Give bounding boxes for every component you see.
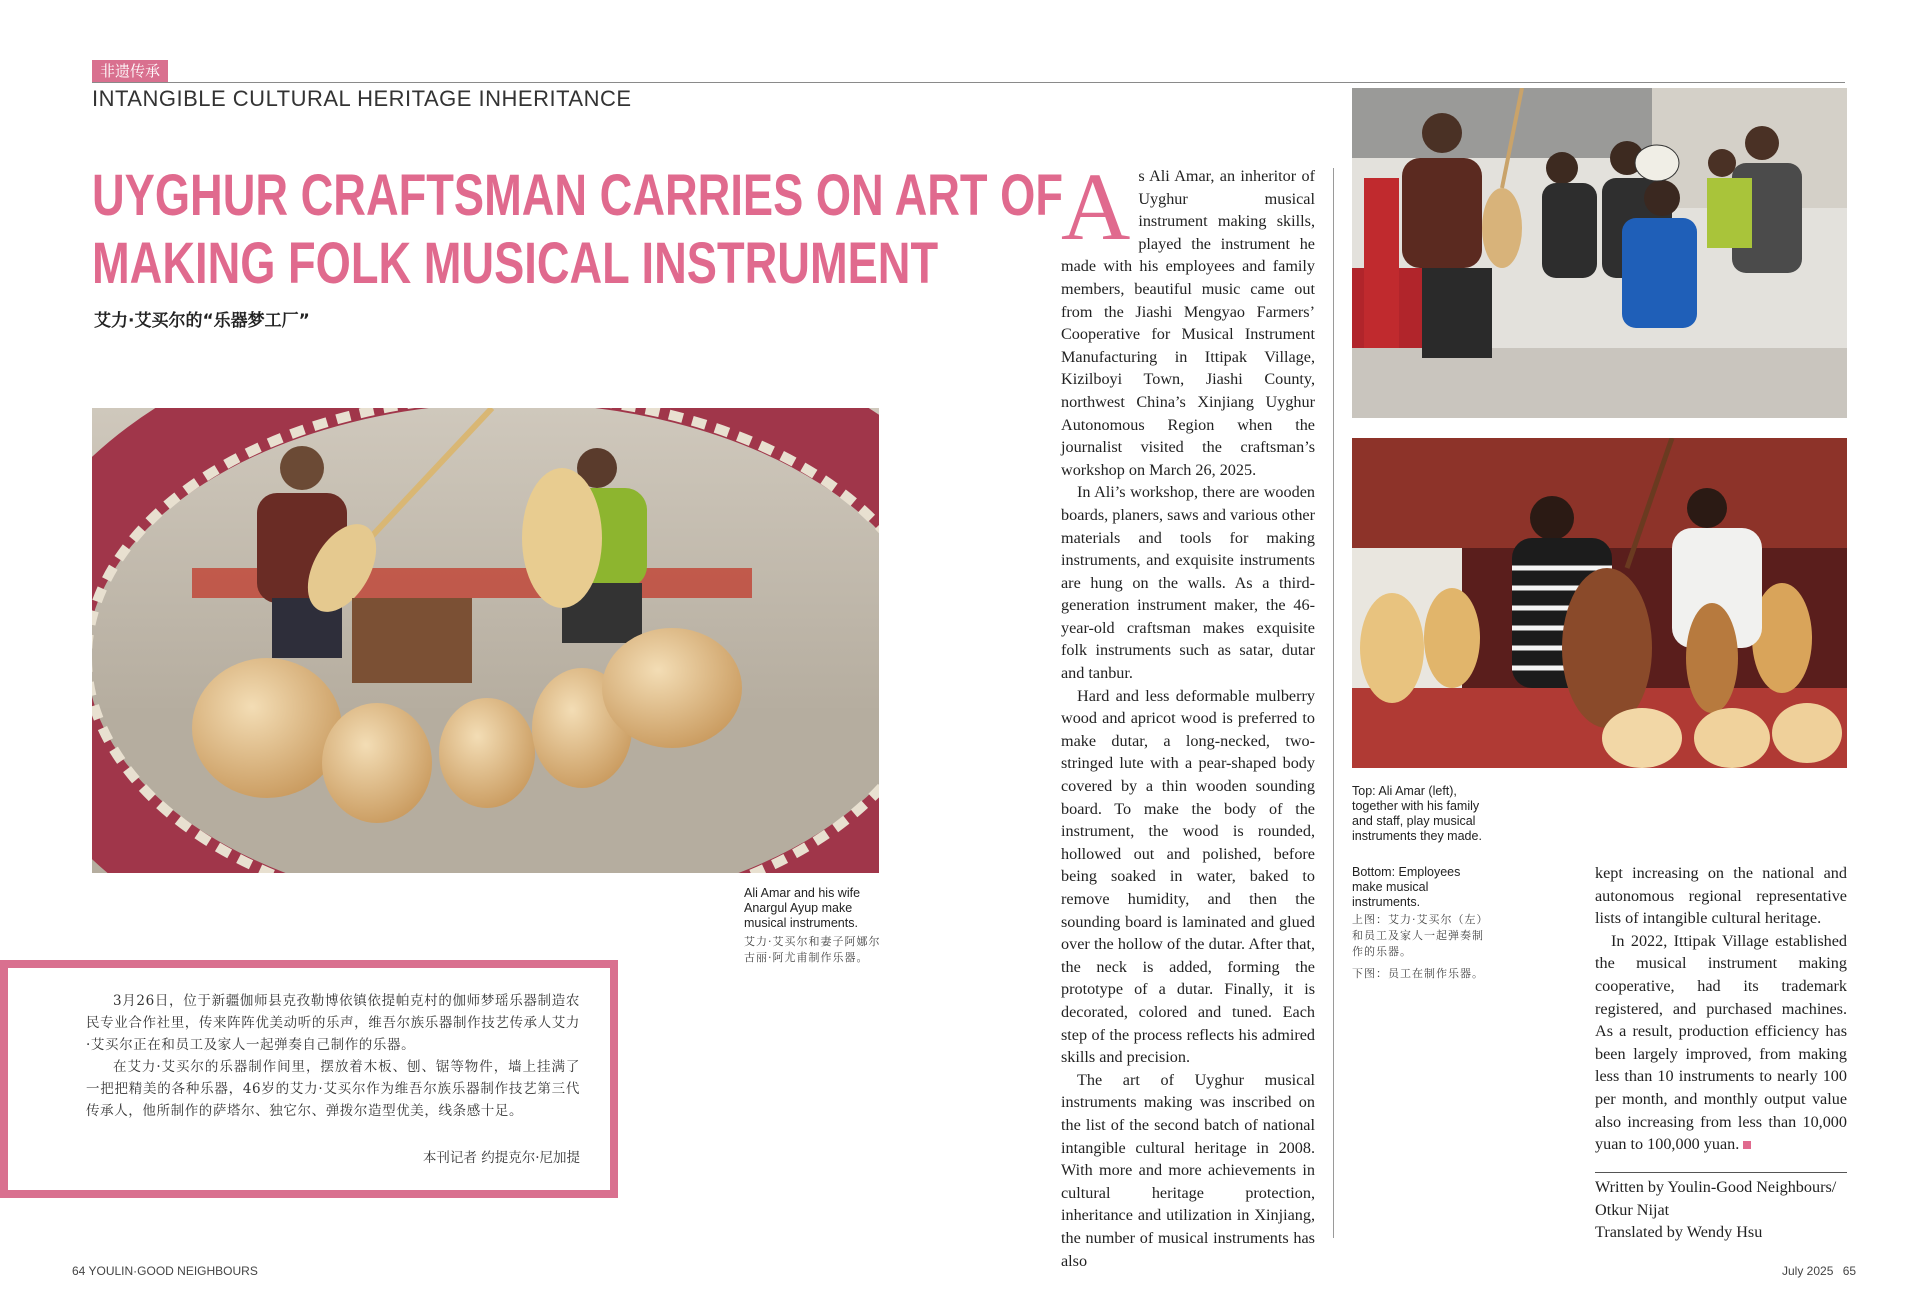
right-photo-caption-cn-bottom: 下图：员工在制作乐器。 xyxy=(1352,967,1484,980)
page-number-right: 65 xyxy=(1842,1264,1857,1278)
body-paragraph-1: s Ali Amar, an inheritor of Uyghur musical instrument making skills, played the instrument he made with his employees and family members, beautiful music came out from the Jiashi Mengyao Farmers’ Cooperative for Musical Instrument Manufacturing in Ittipak Village, Kizilboyi Town, Jiashi County, northwest China’s Xinjiang Uyghur Autonomous Region when the journalist visited the craftsman’s workshop on March 26, 2025. xyxy=(1061,167,1315,479)
right-photo-caption-en-top: Top: Ali Amar (left), together with his family and staff, play musical instruments they made. xyxy=(1352,784,1482,843)
article-subtitle-cn: 艾力·艾买尔的“乐器梦工厂” xyxy=(94,311,310,331)
main-photo-caption-cn: 艾力·艾买尔和妻子阿娜尔古丽·阿尤甫制作乐器。 xyxy=(744,935,881,964)
article-title-line-2: MAKING FOLK MUSICAL INSTRUMENT xyxy=(92,231,939,296)
article-credits xyxy=(1595,1176,1847,1244)
page-number-left: 64 xyxy=(72,1264,86,1278)
main-photo xyxy=(92,408,879,873)
body-paragraph-4: The art of Uyghur musical instruments making was inscribed on the list of the second batch of national intangible cultural heritage in 2008. With more and more achievements in cultural heritage protection, inheritance and utilization in Xinjiang, the number of musical instruments has also xyxy=(1061,1070,1315,1270)
end-mark-icon xyxy=(1743,1141,1751,1149)
right-photo-caption-en-bottom: Bottom: Employees make musical instruments. xyxy=(1352,865,1461,909)
footer-right xyxy=(1782,1264,1856,1278)
main-photo-caption-en: Ali Amar and his wife Anargul Ayup make musical instruments. xyxy=(744,886,861,930)
article-title-line-1: UYGHUR CRAFTSMAN CARRIES ON ART OF xyxy=(92,163,1063,228)
credit-line-3: Translated by Wendy Hsu xyxy=(1595,1223,1763,1242)
header-divider xyxy=(92,82,1845,83)
top-right-photo xyxy=(1352,88,1847,418)
body-paragraph-6-text: In 2022, Ittipak Village established the musical instrument making cooperative, had its trademark registered, and purchased machines. As a result, production efficiency has been largely improved, from making less than 10 instruments to nearly 100 per month, and monthly output value also increasing from less than 10,000 yuan to 100,000 yuan. xyxy=(1595,931,1847,1154)
column-divider xyxy=(1333,168,1334,1238)
summary-byline: 本刊记者 约提克尔·尼加提 xyxy=(422,1150,580,1166)
credit-line-1: Written by Youlin-Good Neighbours/ xyxy=(1595,1178,1837,1196)
credit-line-2: Otkur Nijat xyxy=(1595,1200,1670,1219)
footer-left xyxy=(72,1264,258,1278)
section-title: INTANGIBLE CULTURAL HERITAGE INHERITANCE xyxy=(92,86,632,111)
dropcap: A xyxy=(1061,153,1131,260)
bottom-right-photo xyxy=(1352,438,1847,768)
body-paragraph-3: Hard and less deformable mulberry wood and apricot wood is preferred to make dutar, a long-necked, two-stringed lute with a pear-shaped body covered by a thin wooden sounding board. To make the body of the instrument, the wood is rounded, hollowed out and polished, before being soaked in water, baked to remove humidity, and then the sounding board is laminated and glued over the hollow of the dutar. After that, the neck is added, forming the prototype of a dutar. Finally, it is decorated, colored and tuned. Each step of the process reflects his admired skills and precision. xyxy=(1061,686,1315,1067)
credit-divider xyxy=(1595,1172,1847,1173)
summary-para-2: 在艾力·艾买尔的乐器制作间里，摆放着木板、刨、锯等物件，墙上挂满了一把把精美的各种乐器，46岁的艾力·艾买尔作为维吾尔族乐器制作技艺第三代传承人，他所制作的萨塔尔、独它尔、弹拨尔造型优美，线条感十足。 xyxy=(86,1059,580,1119)
article-column-2 xyxy=(1595,862,1847,1156)
right-photo-caption-cn-top: 上图：艾力·艾买尔（左）和员工及家人一起弹奏制作的乐器。 xyxy=(1352,913,1489,958)
article-title xyxy=(92,162,1063,298)
body-paragraph-2: In Ali’s workshop, there are wooden boards, planers, saws and various other materials and tools for making instruments, and exquisite instruments are hung on the walls. As a third-generation instrument maker, the 46-year-old craftsman makes exquisite folk instruments such as satar, dutar and tanbur. xyxy=(1061,483,1315,683)
body-paragraph-5: kept increasing on the national and autonomous regional representative lists of intangible cultural heritage. xyxy=(1595,864,1847,928)
issue-date: July 2025 xyxy=(1782,1264,1834,1278)
article-column-1 xyxy=(1061,153,1315,1272)
summary-text-cn xyxy=(86,990,580,1122)
body-paragraph-6 xyxy=(1595,930,1847,1156)
section-tag: 非遗传承 xyxy=(92,60,168,82)
summary-para-1: 3月26日，位于新疆伽师县克孜勒博依镇依提帕克村的伽师梦瑶乐器制造农民专业合作社里，传来阵阵优美动听的乐声，维吾尔族乐器制作技艺传承人艾力·艾买尔正在和员工及家人一起弹奏自己制作的乐器。 xyxy=(86,993,580,1053)
magazine-name: YOULIN·GOOD NEIGHBOURS xyxy=(88,1264,258,1278)
